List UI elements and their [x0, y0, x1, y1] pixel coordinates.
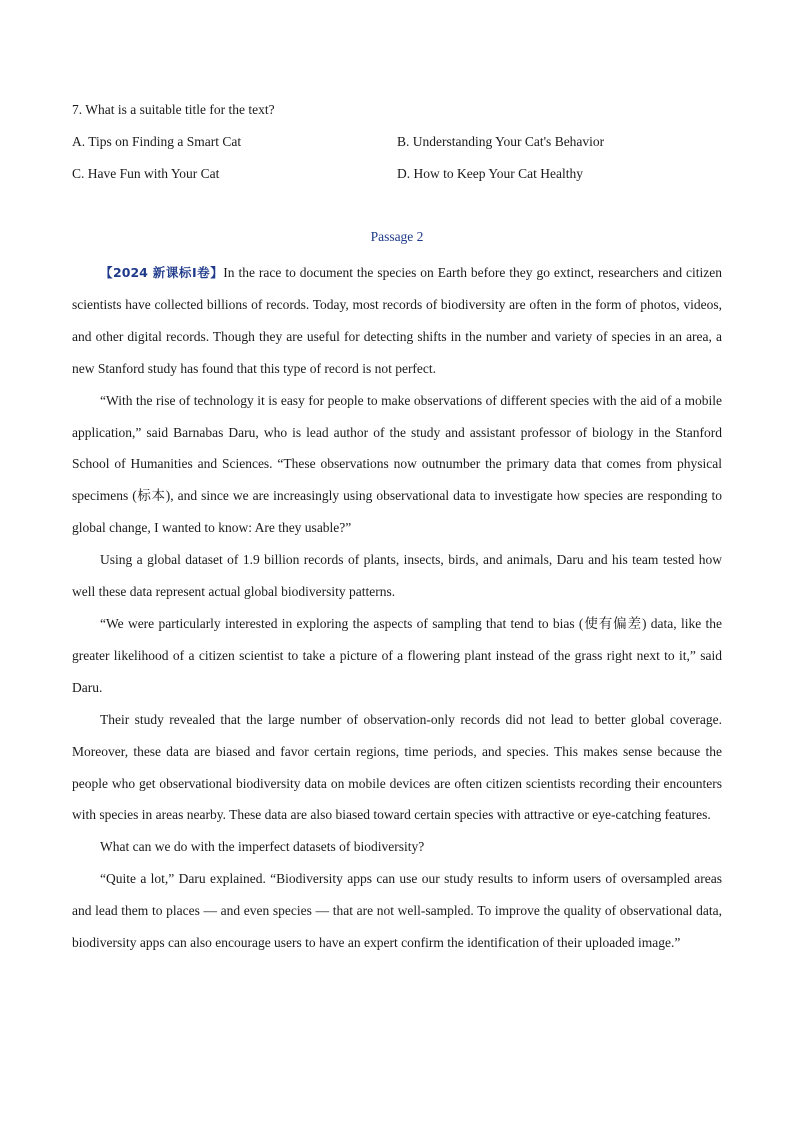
- option-a: A. Tips on Finding a Smart Cat: [72, 134, 242, 149]
- paragraph-7: “Quite a lot,” Daru explained. “Biodiversity apps can use our study results to inform users of oversampled areas and lead them to places — and even species — that are not well-sampled. To improve the quality of observational data, biodiversity apps can also encourage users to have an expert confirm the identification of their uploaded image.”: [72, 871, 722, 951]
- option-c: C. Have Fun with Your Cat: [72, 166, 220, 181]
- paragraph-2: “With the rise of technology it is easy for people to make observations of different species with the aid of a mobile application,” said Barnabas Daru, who is lead author of the study and assistant professor of biology in the Stanford School of Humanities and Sciences. “These observations now outnumber the primary data that comes from physical specimens (标本), and since we are increasingly using observational data to investigate how species are responding to global change, I wanted to know: Are they usable?”: [72, 392, 722, 536]
- paragraph-1: [72, 257, 722, 385]
- question-stem: 7. What is a suitable title for the text?: [72, 102, 275, 117]
- passage-title: Passage 2: [370, 229, 424, 244]
- paragraph-4: “We were particularly interested in exploring the aspects of sampling that tend to bias (使有偏差) data, like the greater likelihood of a citizen scientist to take a picture of a flowering plant instead of the grass right next to it,” said Daru.: [72, 615, 722, 695]
- paragraph-text: In the race to document the species on Earth before they go extinct, researchers and citizen scientists have collected billions of records. Today, most records of biodiversity are often in the form of photos, videos, and other digital records. Though they are useful for detecting shifts in the number and variety of species in an area, a new Stanford study has found that this type of record is not perfect.: [72, 265, 722, 376]
- source-tag: 【2024 新课标Ⅰ卷】: [100, 265, 224, 280]
- passage-body: [72, 257, 722, 959]
- paragraph-3: Using a global dataset of 1.9 billion records of plants, insects, birds, and animals, Daru and his team tested how well these data represent actual global biodiversity patterns.: [72, 552, 722, 600]
- paragraph-5: Their study revealed that the large number of observation-only records did not lead to better global coverage. Moreover, these data are biased and favor certain regions, time periods, and species. This makes sense because the people who get observational biodiversity data on mobile devices are often citizen scientists recording their encounters with species in areas nearby. These data are also biased toward certain species with attractive or eye-catching features.: [72, 711, 722, 823]
- option-b: B. Understanding Your Cat's Behavior: [397, 134, 605, 149]
- paragraph-6: What can we do with the imperfect datasets of biodiversity?: [100, 839, 425, 855]
- option-d: D. How to Keep Your Cat Healthy: [397, 166, 583, 181]
